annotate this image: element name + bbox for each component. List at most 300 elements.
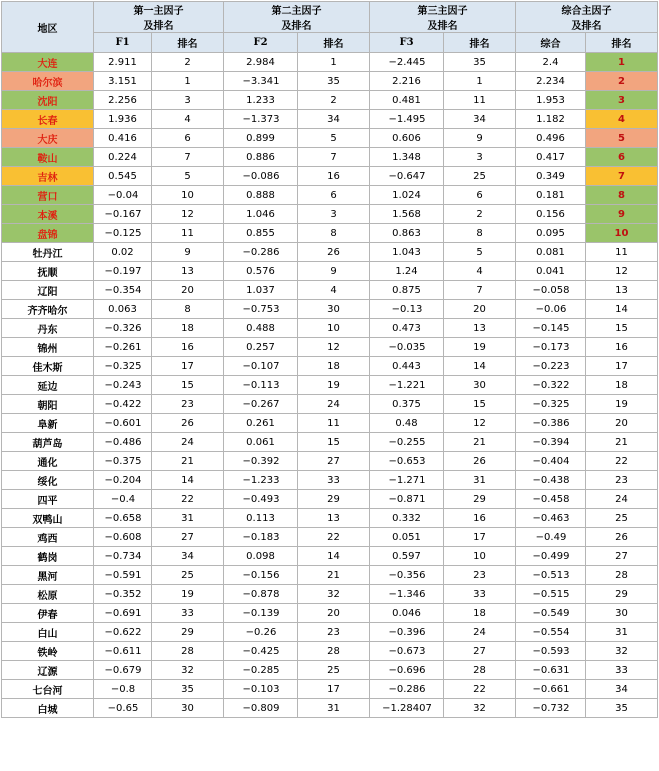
f3-rank: 25 [444, 167, 516, 186]
group-header-line: 第三主因子 [417, 6, 468, 17]
f3-rank: 7 [444, 281, 516, 300]
f1-rank: 2 [152, 53, 224, 72]
group-header-composite [516, 2, 658, 33]
f3-value: −0.871 [370, 490, 444, 509]
table-row [2, 300, 658, 319]
f1-value: 2.911 [94, 53, 152, 72]
col-header-composite: 综合 [516, 33, 586, 53]
f3-value: 0.332 [370, 509, 444, 528]
table-row [2, 471, 658, 490]
f2-value: −0.493 [224, 490, 298, 509]
f3-rank: 2 [444, 205, 516, 224]
composite-rank: 2 [586, 72, 658, 91]
composite-rank: 17 [586, 357, 658, 376]
composite-rank: 11 [586, 243, 658, 262]
f3-rank: 35 [444, 53, 516, 72]
f1-value: −0.8 [94, 680, 152, 699]
f3-value: −0.13 [370, 300, 444, 319]
f3-rank: 27 [444, 642, 516, 661]
f2-value: −0.139 [224, 604, 298, 623]
f1-rank: 16 [152, 338, 224, 357]
f2-value: 1.046 [224, 205, 298, 224]
f1-rank: 18 [152, 319, 224, 338]
f2-rank: 34 [298, 110, 370, 129]
composite-value: −0.515 [516, 585, 586, 604]
f3-rank: 6 [444, 186, 516, 205]
table-row [2, 661, 658, 680]
region-cell: 沈阳 [2, 91, 94, 110]
composite-value: −0.325 [516, 395, 586, 414]
table-row [2, 528, 658, 547]
col-header-f1: F1 [94, 33, 152, 53]
composite-value: 0.496 [516, 129, 586, 148]
f2-rank: 28 [298, 642, 370, 661]
f3-value: −1.271 [370, 471, 444, 490]
region-cell: 白城 [2, 699, 94, 718]
f1-value: −0.622 [94, 623, 152, 642]
f1-rank: 7 [152, 148, 224, 167]
f1-rank: 30 [152, 699, 224, 718]
composite-rank: 21 [586, 433, 658, 452]
f3-rank: 11 [444, 91, 516, 110]
composite-value: −0.661 [516, 680, 586, 699]
composite-value: 0.041 [516, 262, 586, 281]
f3-rank: 20 [444, 300, 516, 319]
composite-rank: 29 [586, 585, 658, 604]
f2-value: 0.855 [224, 224, 298, 243]
f3-rank: 8 [444, 224, 516, 243]
f3-rank: 31 [444, 471, 516, 490]
f2-value: −1.233 [224, 471, 298, 490]
composite-value: −0.463 [516, 509, 586, 528]
f1-rank: 19 [152, 585, 224, 604]
table-row [2, 699, 658, 718]
f2-value: −0.753 [224, 300, 298, 319]
composite-rank: 28 [586, 566, 658, 585]
f1-value: −0.04 [94, 186, 152, 205]
group-header-line: 第二主因子 [271, 6, 322, 17]
f2-rank: 26 [298, 243, 370, 262]
composite-rank: 7 [586, 167, 658, 186]
f3-value: −0.653 [370, 452, 444, 471]
composite-value: −0.322 [516, 376, 586, 395]
f2-rank: 32 [298, 585, 370, 604]
f2-value: −1.373 [224, 110, 298, 129]
table-row [2, 452, 658, 471]
composite-value: −0.732 [516, 699, 586, 718]
region-cell: 鸡西 [2, 528, 94, 547]
f2-rank: 12 [298, 338, 370, 357]
region-cell: 阜新 [2, 414, 94, 433]
f3-rank: 21 [444, 433, 516, 452]
composite-rank: 1 [586, 53, 658, 72]
f2-value: −0.878 [224, 585, 298, 604]
f2-value: −0.107 [224, 357, 298, 376]
composite-value: 0.081 [516, 243, 586, 262]
f2-rank: 8 [298, 224, 370, 243]
f1-value: −0.679 [94, 661, 152, 680]
table-row [2, 110, 658, 129]
f3-value: −0.647 [370, 167, 444, 186]
col-header-f2: F2 [224, 33, 298, 53]
f2-value: 0.061 [224, 433, 298, 452]
f2-value: 1.037 [224, 281, 298, 300]
composite-value: −0.058 [516, 281, 586, 300]
f3-value: 2.216 [370, 72, 444, 91]
table-row [2, 357, 658, 376]
col-header-rank-f3: 排名 [444, 33, 516, 53]
f3-rank: 28 [444, 661, 516, 680]
region-cell: 抚顺 [2, 262, 94, 281]
f3-value: −0.396 [370, 623, 444, 642]
f1-rank: 21 [152, 452, 224, 471]
table-row [2, 129, 658, 148]
f3-value: −2.445 [370, 53, 444, 72]
f1-rank: 14 [152, 471, 224, 490]
region-cell: 绥化 [2, 471, 94, 490]
region-cell: 锦州 [2, 338, 94, 357]
region-cell: 朝阳 [2, 395, 94, 414]
composite-value: −0.386 [516, 414, 586, 433]
f1-rank: 31 [152, 509, 224, 528]
f2-rank: 16 [298, 167, 370, 186]
table-row [2, 281, 658, 300]
table-row [2, 623, 658, 642]
composite-value: −0.554 [516, 623, 586, 642]
table-row [2, 72, 658, 91]
f1-value: −0.601 [94, 414, 152, 433]
composite-value: 0.095 [516, 224, 586, 243]
composite-rank: 20 [586, 414, 658, 433]
f3-rank: 18 [444, 604, 516, 623]
f2-rank: 23 [298, 623, 370, 642]
f1-rank: 9 [152, 243, 224, 262]
table-row [2, 91, 658, 110]
table-row [2, 53, 658, 72]
f3-rank: 5 [444, 243, 516, 262]
region-cell: 白山 [2, 623, 94, 642]
f3-value: 0.606 [370, 129, 444, 148]
f2-value: 0.488 [224, 319, 298, 338]
f1-rank: 4 [152, 110, 224, 129]
f2-value: 2.984 [224, 53, 298, 72]
region-cell: 齐齐哈尔 [2, 300, 94, 319]
composite-value: 0.349 [516, 167, 586, 186]
f3-rank: 19 [444, 338, 516, 357]
f1-value: −0.611 [94, 642, 152, 661]
f2-value: 0.261 [224, 414, 298, 433]
f2-rank: 5 [298, 129, 370, 148]
f2-value: −0.392 [224, 452, 298, 471]
f3-value: 0.481 [370, 91, 444, 110]
f3-value: −1.495 [370, 110, 444, 129]
region-cell: 双鸭山 [2, 509, 94, 528]
f3-value: 1.348 [370, 148, 444, 167]
f2-value: −0.183 [224, 528, 298, 547]
group-header-line: 第一主因子 [133, 6, 184, 17]
f3-rank: 15 [444, 395, 516, 414]
f3-value: −0.286 [370, 680, 444, 699]
composite-rank: 18 [586, 376, 658, 395]
group-header-line: 及排名 [571, 21, 602, 32]
f1-rank: 1 [152, 72, 224, 91]
composite-rank: 16 [586, 338, 658, 357]
f1-value: 0.02 [94, 243, 152, 262]
f1-value: 1.936 [94, 110, 152, 129]
f3-rank: 34 [444, 110, 516, 129]
region-cell: 黑河 [2, 566, 94, 585]
f2-value: −0.285 [224, 661, 298, 680]
f2-value: −3.341 [224, 72, 298, 91]
composite-value: −0.223 [516, 357, 586, 376]
f3-value: −0.035 [370, 338, 444, 357]
region-cell: 松原 [2, 585, 94, 604]
composite-rank: 23 [586, 471, 658, 490]
f1-rank: 33 [152, 604, 224, 623]
col-header-f3: F3 [370, 33, 444, 53]
f1-value: −0.691 [94, 604, 152, 623]
f1-value: −0.167 [94, 205, 152, 224]
f3-rank: 1 [444, 72, 516, 91]
composite-rank: 12 [586, 262, 658, 281]
f1-rank: 35 [152, 680, 224, 699]
f1-value: −0.375 [94, 452, 152, 471]
table-row [2, 148, 658, 167]
region-cell: 长春 [2, 110, 94, 129]
table-row [2, 566, 658, 585]
f1-rank: 13 [152, 262, 224, 281]
region-cell: 葫芦岛 [2, 433, 94, 452]
f3-value: 0.443 [370, 357, 444, 376]
composite-value: 1.182 [516, 110, 586, 129]
f3-rank: 3 [444, 148, 516, 167]
composite-rank: 10 [586, 224, 658, 243]
composite-value: −0.145 [516, 319, 586, 338]
f2-rank: 33 [298, 471, 370, 490]
region-cell: 鹤岗 [2, 547, 94, 566]
f1-rank: 10 [152, 186, 224, 205]
f2-rank: 31 [298, 699, 370, 718]
f3-value: −0.255 [370, 433, 444, 452]
f3-value: 0.046 [370, 604, 444, 623]
f1-rank: 29 [152, 623, 224, 642]
f3-value: −1.28407 [370, 699, 444, 718]
table-row [2, 490, 658, 509]
f1-value: −0.608 [94, 528, 152, 547]
f1-rank: 27 [152, 528, 224, 547]
table-row [2, 186, 658, 205]
f2-rank: 19 [298, 376, 370, 395]
table-row [2, 167, 658, 186]
composite-value: −0.549 [516, 604, 586, 623]
f1-value: −0.352 [94, 585, 152, 604]
table-row [2, 433, 658, 452]
f2-value: −0.425 [224, 642, 298, 661]
f2-rank: 7 [298, 148, 370, 167]
table-row [2, 376, 658, 395]
region-cell: 本溪 [2, 205, 94, 224]
composite-rank: 30 [586, 604, 658, 623]
f3-rank: 10 [444, 547, 516, 566]
table-row [2, 205, 658, 224]
f2-value: 0.576 [224, 262, 298, 281]
f2-rank: 1 [298, 53, 370, 72]
composite-rank: 8 [586, 186, 658, 205]
f3-rank: 4 [444, 262, 516, 281]
composite-rank: 34 [586, 680, 658, 699]
group-header-f3 [370, 2, 516, 33]
f2-rank: 13 [298, 509, 370, 528]
f1-rank: 24 [152, 433, 224, 452]
f2-value: 1.233 [224, 91, 298, 110]
region-cell: 吉林 [2, 167, 94, 186]
table-row [2, 509, 658, 528]
composite-rank: 9 [586, 205, 658, 224]
f2-rank: 30 [298, 300, 370, 319]
region-cell: 七台河 [2, 680, 94, 699]
f2-value: 0.257 [224, 338, 298, 357]
region-cell: 牡丹江 [2, 243, 94, 262]
table-row [2, 585, 658, 604]
composite-value: −0.06 [516, 300, 586, 319]
f1-rank: 32 [152, 661, 224, 680]
f1-value: 0.416 [94, 129, 152, 148]
f2-rank: 27 [298, 452, 370, 471]
composite-value: −0.458 [516, 490, 586, 509]
region-cell: 大庆 [2, 129, 94, 148]
f2-rank: 10 [298, 319, 370, 338]
f2-value: 0.886 [224, 148, 298, 167]
composite-rank: 25 [586, 509, 658, 528]
f2-rank: 22 [298, 528, 370, 547]
composite-rank: 33 [586, 661, 658, 680]
composite-rank: 22 [586, 452, 658, 471]
f2-rank: 20 [298, 604, 370, 623]
col-header-rank-f2: 排名 [298, 33, 370, 53]
f1-rank: 8 [152, 300, 224, 319]
f2-value: −0.286 [224, 243, 298, 262]
f2-rank: 29 [298, 490, 370, 509]
f1-value: −0.325 [94, 357, 152, 376]
f2-value: 0.113 [224, 509, 298, 528]
f3-value: 0.051 [370, 528, 444, 547]
f1-value: 3.151 [94, 72, 152, 91]
f1-value: −0.125 [94, 224, 152, 243]
composite-value: 0.417 [516, 148, 586, 167]
f3-rank: 24 [444, 623, 516, 642]
table-row [2, 395, 658, 414]
composite-rank: 15 [586, 319, 658, 338]
f3-rank: 13 [444, 319, 516, 338]
region-cell: 哈尔滨 [2, 72, 94, 91]
f1-value: −0.4 [94, 490, 152, 509]
f3-value: −0.673 [370, 642, 444, 661]
composite-value: −0.593 [516, 642, 586, 661]
f3-value: 0.863 [370, 224, 444, 243]
f3-value: 0.597 [370, 547, 444, 566]
table-row [2, 262, 658, 281]
f3-value: −1.346 [370, 585, 444, 604]
group-header-line: 及排名 [427, 21, 458, 32]
f3-rank: 29 [444, 490, 516, 509]
f3-value: 0.473 [370, 319, 444, 338]
region-cell: 大连 [2, 53, 94, 72]
f1-value: −0.658 [94, 509, 152, 528]
f1-value: −0.734 [94, 547, 152, 566]
composite-value: 0.181 [516, 186, 586, 205]
f1-rank: 28 [152, 642, 224, 661]
table-row [2, 547, 658, 566]
table-row [2, 243, 658, 262]
col-header-rank-f1: 排名 [152, 33, 224, 53]
f1-rank: 23 [152, 395, 224, 414]
table-row [2, 338, 658, 357]
col-header-rank-composite: 排名 [586, 33, 658, 53]
f2-value: −0.809 [224, 699, 298, 718]
f2-rank: 6 [298, 186, 370, 205]
composite-rank: 31 [586, 623, 658, 642]
f1-rank: 6 [152, 129, 224, 148]
composite-value: −0.173 [516, 338, 586, 357]
region-header: 地区 [2, 2, 94, 53]
f1-rank: 34 [152, 547, 224, 566]
group-header-line: 综合主因子 [561, 6, 612, 17]
f2-value: 0.899 [224, 129, 298, 148]
table-row [2, 680, 658, 699]
f1-value: 0.545 [94, 167, 152, 186]
f2-value: −0.26 [224, 623, 298, 642]
composite-value: −0.394 [516, 433, 586, 452]
composite-rank: 3 [586, 91, 658, 110]
composite-rank: 27 [586, 547, 658, 566]
f1-rank: 3 [152, 91, 224, 110]
f1-value: −0.354 [94, 281, 152, 300]
f3-rank: 32 [444, 699, 516, 718]
composite-value: −0.49 [516, 528, 586, 547]
f1-value: −0.326 [94, 319, 152, 338]
f1-rank: 17 [152, 357, 224, 376]
region-cell: 通化 [2, 452, 94, 471]
composite-value: 1.953 [516, 91, 586, 110]
f1-rank: 20 [152, 281, 224, 300]
f1-value: −0.197 [94, 262, 152, 281]
f3-rank: 23 [444, 566, 516, 585]
f1-value: 2.256 [94, 91, 152, 110]
region-cell: 辽阳 [2, 281, 94, 300]
composite-rank: 24 [586, 490, 658, 509]
table-header [2, 2, 658, 53]
f2-value: −0.086 [224, 167, 298, 186]
f3-value: 1.024 [370, 186, 444, 205]
f2-rank: 4 [298, 281, 370, 300]
group-header-line: 及排名 [143, 21, 174, 32]
factor-ranking-table [1, 1, 658, 718]
f2-rank: 14 [298, 547, 370, 566]
f3-rank: 14 [444, 357, 516, 376]
composite-value: −0.438 [516, 471, 586, 490]
f1-value: −0.204 [94, 471, 152, 490]
composite-rank: 35 [586, 699, 658, 718]
f3-value: −0.696 [370, 661, 444, 680]
f3-value: 0.875 [370, 281, 444, 300]
region-cell: 营口 [2, 186, 94, 205]
f1-rank: 22 [152, 490, 224, 509]
table-row [2, 604, 658, 623]
f1-value: −0.422 [94, 395, 152, 414]
region-cell: 辽源 [2, 661, 94, 680]
composite-value: 2.234 [516, 72, 586, 91]
composite-rank: 14 [586, 300, 658, 319]
